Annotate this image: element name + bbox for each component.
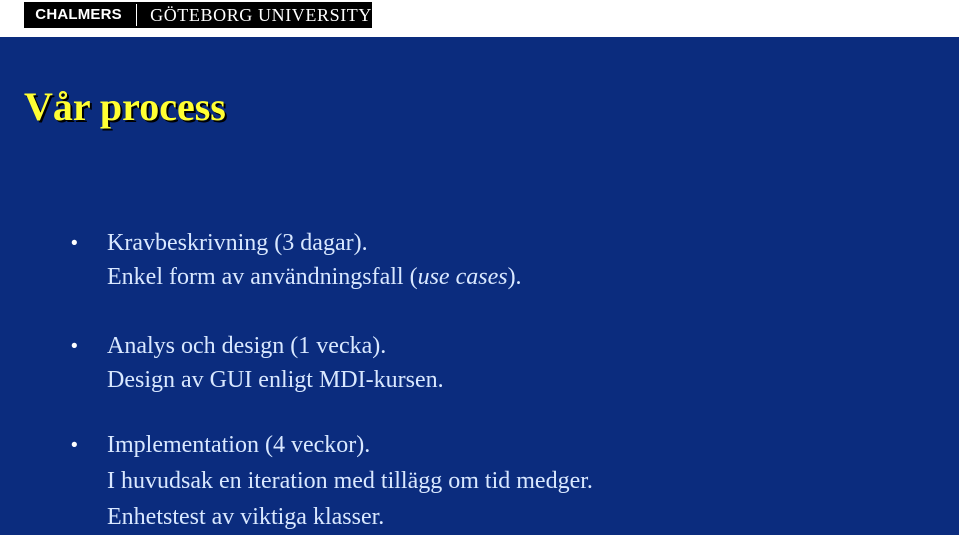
bullet-line: Kravbeskrivning (3 dagar). xyxy=(107,230,368,256)
bullet-line-prefix: Enkel form av användningsfall ( xyxy=(107,264,418,290)
logo-chalmers-text: CHALMERS xyxy=(35,6,122,23)
bullet-line: Enhetstest av viktiga klasser. xyxy=(107,504,385,530)
bullet-line xyxy=(107,261,522,294)
university-logo xyxy=(24,2,372,28)
bullet-line: I huvudsak en iteration med tillägg om tid medger. xyxy=(107,468,593,494)
bullet-line: Implementation (4 veckor). xyxy=(107,432,371,458)
bullet-dot-icon: • xyxy=(71,233,78,254)
bullet-line-suffix: ). xyxy=(507,264,522,290)
bullet-line: Design av GUI enligt MDI-kursen. xyxy=(107,367,444,393)
slide-title: Vår process xyxy=(24,84,226,129)
header-bar xyxy=(0,0,959,37)
bullet-line-italic: use cases xyxy=(417,264,508,290)
logo-university-text: GÖTEBORG UNIVERSITY xyxy=(150,5,372,25)
logo-divider xyxy=(136,4,137,26)
bullet-line: Analys och design (1 vecka). xyxy=(107,333,387,359)
bullet-dot-icon: • xyxy=(71,336,78,357)
bullet-dot-icon: • xyxy=(71,435,78,456)
slide-canvas xyxy=(0,37,959,535)
